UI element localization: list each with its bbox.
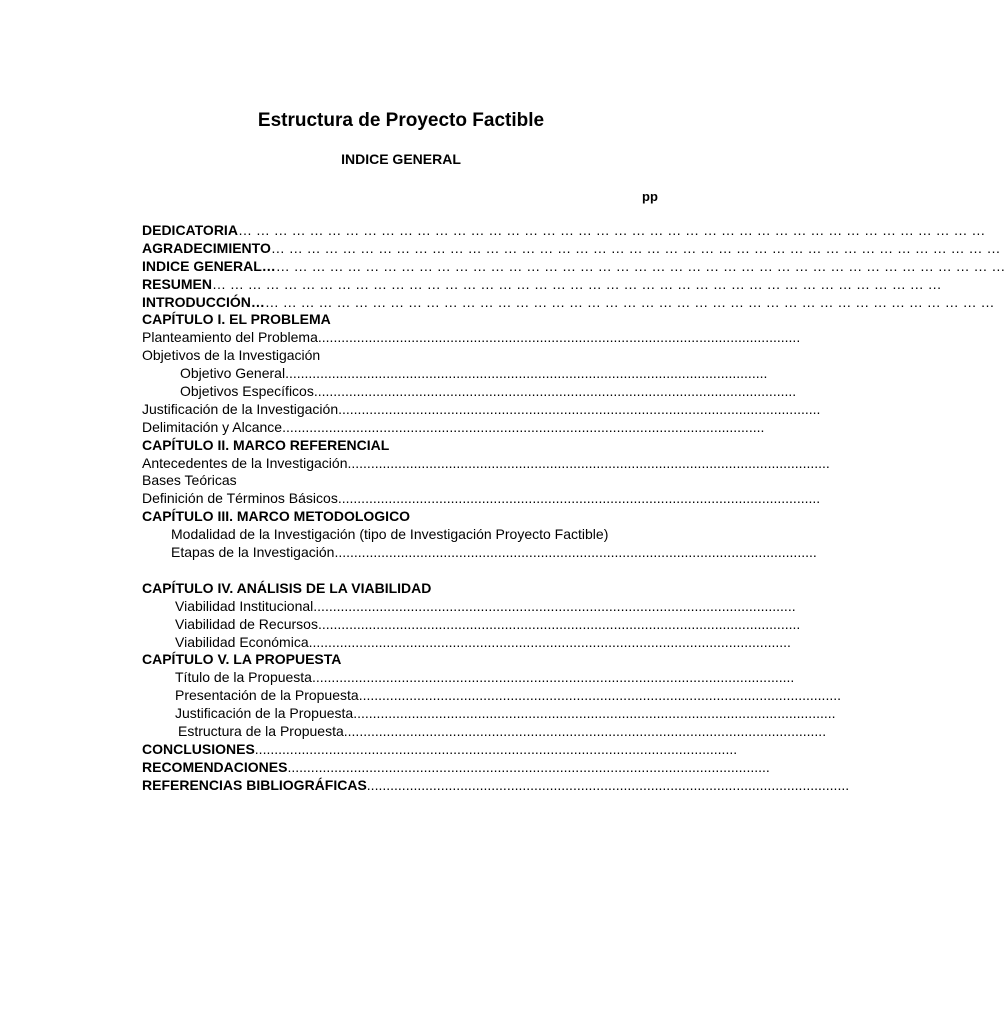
toc-entry	[142, 687, 842, 705]
toc-entry-label: Antecedentes de la Investigación	[142, 454, 348, 471]
toc-dot-leader: … … … … … … … … … … … … … … … … … … … … … … … … … … … … … … … … … … … … … … … … …	[264, 293, 995, 310]
toc-entry	[142, 275, 942, 294]
toc-entry-label: Bases Teóricas	[142, 472, 237, 489]
toc-entry-label: Viabilidad Económica	[175, 633, 309, 650]
toc-dot-leader: ............................................................................................................................	[311, 669, 795, 686]
toc-entry	[142, 723, 827, 741]
toc-entry	[142, 776, 850, 795]
toc-dot-leader: ............................................................................................................................	[358, 687, 842, 704]
toc-entry	[142, 597, 796, 616]
toc-dot-leader: ............................................................................................................................	[254, 740, 738, 757]
toc-dot-leader: ............................................................................................................................	[313, 597, 796, 614]
toc-dot-leader: ............................................................................................................................	[347, 454, 830, 471]
toc-entry-label: Modalidad de la Investigación (tipo de Investigación Proyecto Factible)	[171, 526, 609, 543]
toc-entry-label: CAPÍTULO I. EL PROBLEMA	[142, 311, 331, 328]
toc-entry-label: DEDICATORIA	[142, 222, 238, 238]
toc-dot-leader: ............................................................................................................................	[317, 615, 801, 632]
toc-entry	[142, 454, 830, 473]
toc-entry-label: CONCLUSIONES	[142, 740, 255, 757]
toc-entry-label: AGRADECIMIENTO	[142, 239, 271, 256]
toc-dot-leader: … … … … … … … … … … … … … … … … … … … … … … … … … … … … … … … … … … … … … … … … …	[212, 275, 942, 292]
toc-entry-label: Justificación de la Propuesta	[175, 705, 354, 722]
toc-dot-leader: ............................................................................................................................	[343, 723, 827, 740]
document-subtitle: INDICE GENERAL	[341, 151, 461, 167]
toc-entry-label: REFERENCIAS BIBLIOGRÁFICAS	[142, 776, 367, 793]
toc-entry-label: CAPÍTULO III. MARCO METODOLOGICO	[142, 508, 411, 525]
toc-entry-label: Planteamiento del Problema	[142, 329, 318, 346]
toc-entry	[142, 705, 836, 723]
toc-entry	[142, 740, 738, 759]
toc-entry	[142, 437, 672, 455]
toc-entry-label: RECOMENDACIONES	[142, 758, 288, 775]
toc-entry	[142, 365, 768, 383]
toc-entry-label: Viabilidad Institucional	[175, 597, 314, 614]
toc-dot-leader: ............................................................................................................................	[353, 705, 836, 722]
toc-dot-leader: ............................................................................................................................	[337, 490, 821, 507]
toc-entry	[142, 400, 821, 419]
toc-entry-label: Etapas de la Investigación	[171, 544, 335, 561]
toc-dot-leader: ............................................................................................................................	[334, 544, 817, 561]
toc-entry	[142, 222, 986, 240]
toc-entry-label: Presentación de la Propuesta	[175, 687, 359, 704]
toc-entry	[142, 544, 817, 562]
toc-entry	[142, 311, 672, 329]
toc-entry-label: INDICE GENERAL…	[142, 257, 276, 274]
toc-dot-leader: ............................................................................................................................	[285, 365, 768, 382]
toc-spacer	[142, 562, 672, 580]
document-title: Estructura de Proyecto Factible	[257, 110, 545, 131]
toc-entry	[142, 633, 791, 652]
toc-entry-label: Objetivos Específicos	[180, 383, 314, 400]
toc-entry	[142, 490, 821, 508]
toc-entry	[142, 329, 801, 347]
toc-entry-label: Definición de Términos Básicos	[142, 490, 338, 507]
toc-dot-leader: ............................................................................................................................	[308, 633, 791, 650]
toc-dot-leader: ............................................................................................................................	[317, 329, 801, 346]
toc-entry	[142, 347, 672, 365]
toc-entry-label: RESUMEN	[142, 275, 213, 292]
toc-dot-leader: ............................................................................................................................	[282, 418, 765, 435]
toc-dot-leader: ............................................................................................................................	[338, 400, 821, 417]
toc-entry-label: Estructura de la Propuesta	[178, 723, 344, 740]
toc-entry-label: Viabilidad de Recursos	[175, 615, 318, 632]
toc-entry	[142, 615, 801, 634]
toc-entry	[142, 472, 672, 490]
toc-entry-label: CAPÍTULO IV. ANÁLISIS DE LA VIABILIDAD	[142, 579, 432, 596]
toc-entry	[142, 239, 1001, 258]
toc-entry-label: Objetivos de la Investigación	[142, 347, 321, 364]
toc-entry	[142, 758, 770, 777]
toc-dot-leader: … … … … … … … … … … … … … … … … … … … … … … … … … … … … … … … … … … … … … … … … …	[270, 239, 1001, 256]
table-of-contents	[142, 222, 1005, 795]
toc-entry	[142, 383, 797, 401]
toc-entry	[142, 257, 1005, 276]
toc-entry	[142, 418, 765, 437]
toc-dot-leader: ............................................................................................................................	[366, 776, 850, 793]
toc-entry	[142, 651, 672, 669]
toc-dot-leader: ............................................................................................................................	[313, 383, 797, 400]
toc-dot-leader: … … … … … … … … … … … … … … … … … … … … … … … … … … … … … … … … … … … … … … … … …	[275, 257, 1005, 274]
toc-entry-label: INTRODUCCIÓN…	[142, 293, 265, 310]
toc-entry-label: Título de la Propuesta	[175, 669, 312, 686]
toc-entry-label: CAPÍTULO II. MARCO REFERENCIAL	[142, 436, 390, 453]
page-column-label: pp	[642, 189, 658, 204]
toc-dot-leader: … … … … … … … … … … … … … … … … … … … … … … … … … … … … … … … … … … … … … … … … … …	[237, 222, 986, 238]
toc-entry-label: CAPÍTULO V. LA PROPUESTA	[142, 651, 342, 668]
toc-entry	[142, 580, 672, 598]
toc-entry-label: Justificación de la Investigación	[142, 400, 339, 417]
toc-entry-label: Delimitación y Alcance	[142, 418, 283, 435]
toc-entry-label: Objetivo General	[180, 365, 286, 382]
toc-entry	[142, 293, 995, 312]
toc-entry	[142, 526, 672, 544]
toc-entry	[142, 669, 795, 687]
toc-dot-leader: ............................................................................................................................	[287, 758, 770, 775]
toc-entry	[142, 508, 672, 526]
